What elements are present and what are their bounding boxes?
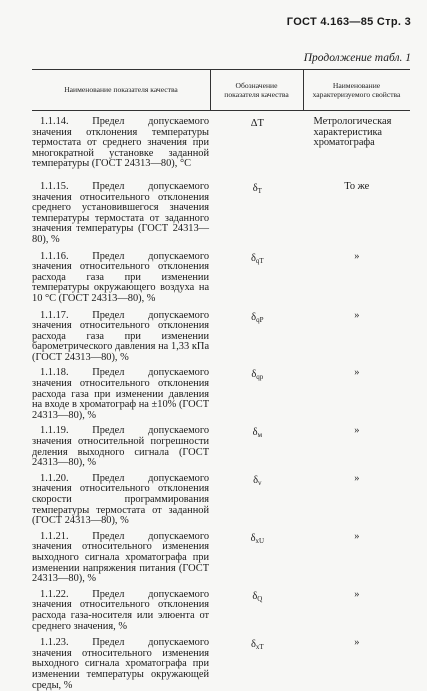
indicator-designation xyxy=(211,638,304,653)
designation-subscript: qP xyxy=(256,315,264,324)
designation-subscript: qp xyxy=(256,373,264,382)
characterized-property: » xyxy=(354,588,360,600)
table-row xyxy=(32,474,410,527)
table-continuation-label: Продолжение табл. 1 xyxy=(303,52,411,64)
designation-subscript: xT xyxy=(255,643,264,652)
table-row xyxy=(32,252,410,305)
characterized-property: » xyxy=(354,425,360,437)
designation-subscript: xU xyxy=(255,536,265,545)
indicator-designation xyxy=(211,590,304,605)
designation-symbol: δ xyxy=(252,590,258,602)
column-header-characteristic: Наименование характеризуемого свойства xyxy=(312,80,401,99)
designation-subscript: Q xyxy=(257,594,263,603)
table-row xyxy=(32,368,410,421)
indicator-designation xyxy=(211,311,304,326)
characterized-property: » xyxy=(354,309,360,321)
table-row xyxy=(32,117,410,170)
characterized-property: » xyxy=(354,637,360,649)
designation-symbol: δ xyxy=(252,427,258,439)
table-body xyxy=(32,117,410,691)
table-row xyxy=(32,590,410,632)
designation-subscript: м xyxy=(257,431,263,440)
indicator-designation xyxy=(211,368,304,383)
table-row xyxy=(32,638,410,691)
indicator-name: 1.1.22. Предел допускаемого значения относительного отклонения расхода газа-носителя или элюента от среднего значения, % xyxy=(32,588,210,632)
designation-symbol: δ xyxy=(251,311,257,323)
designation-symbol: δ xyxy=(250,639,256,651)
indicator-name: 1.1.14. Предел допускаемого значения отклонения температуры термостата от среднего значения при многократной установке заданной температуры (ГОСТ 24313—80), °С xyxy=(32,116,210,170)
indicator-designation xyxy=(211,182,304,197)
indicator-designation xyxy=(211,252,304,267)
quality-indicators-table xyxy=(32,69,410,691)
characterized-property: » xyxy=(354,250,360,262)
characterized-property: » xyxy=(354,367,360,379)
table-row xyxy=(32,532,410,585)
characterized-property: » xyxy=(354,472,360,484)
indicator-name: 1.1.17. Предел допускаемого значения относительного отклонения расхода газа при изменении барометрического давления на 1,33 кПа (ГОСТ 24313—80), % xyxy=(32,309,210,363)
column-header-designation: Обозначение показателя качества xyxy=(224,80,289,99)
designation-symbol: δ xyxy=(252,182,258,194)
designation-symbol: δ xyxy=(250,532,256,544)
designation-subscript: v xyxy=(258,478,262,487)
indicator-designation xyxy=(211,532,304,547)
designation-symbol: δ xyxy=(250,252,256,264)
table-row xyxy=(32,311,410,364)
indicator-name: 1.1.21. Предел допускаемого значения относительного изменения выходного сигнала хроматографа при изменении напряжения питания (ГОСТ 24313—80), % xyxy=(32,530,210,585)
designation-subscript: qT xyxy=(255,256,264,265)
designation-subscript: T xyxy=(257,186,262,195)
characterized-property: Метрологическая характеристика хроматографа xyxy=(313,116,392,149)
characterized-property: То же xyxy=(344,180,370,192)
designation-symbol: δ xyxy=(251,369,257,381)
table-row xyxy=(32,426,410,468)
page-header: ГОСТ 4.163—85 Стр. 3 xyxy=(286,16,411,28)
indicator-name: 1.1.20. Предел допускаемого значения относительного отклонения скорости программирования температуры термостата от заданной (ГОСТ 24313—80), % xyxy=(32,472,210,527)
designation-symbol: ΔT xyxy=(250,118,264,129)
indicator-designation xyxy=(211,117,304,132)
table-header xyxy=(32,69,410,111)
indicator-name: 1.1.23. Предел допускаемого значения относительного изменения выходного сигнала хроматографа при изменении температуры окружающей среды, % xyxy=(32,637,210,691)
table-row xyxy=(32,182,410,246)
characterized-property: » xyxy=(354,530,360,542)
indicator-designation xyxy=(211,474,304,489)
indicator-designation xyxy=(211,426,304,441)
column-header-name: Наименование показателя качества xyxy=(64,85,178,95)
indicator-name: 1.1.19. Предел допускаемого значения относительной погрешности деления выходного сигнала (ГОСТ 24313—80), % xyxy=(32,425,210,469)
indicator-name: 1.1.18. Предел допускаемого значения относительного отклонения расхода газа при изменении давления на входе в хроматограф на ±10% (ГОСТ 24313—80), % xyxy=(32,367,210,421)
indicator-name: 1.1.15. Предел допускаемого значения относительного отклонения среднего установившегося значения температуры термостата от заданного значения температуры (ГОСТ 24313—80), % xyxy=(32,180,210,245)
designation-symbol: δ xyxy=(253,474,259,486)
indicator-name: 1.1.16. Предел допускаемого значения относительного отклонения расхода газа при изменении температуры окружающего воздуха на 10 °С (ГОСТ 24313—80), % xyxy=(32,250,210,304)
